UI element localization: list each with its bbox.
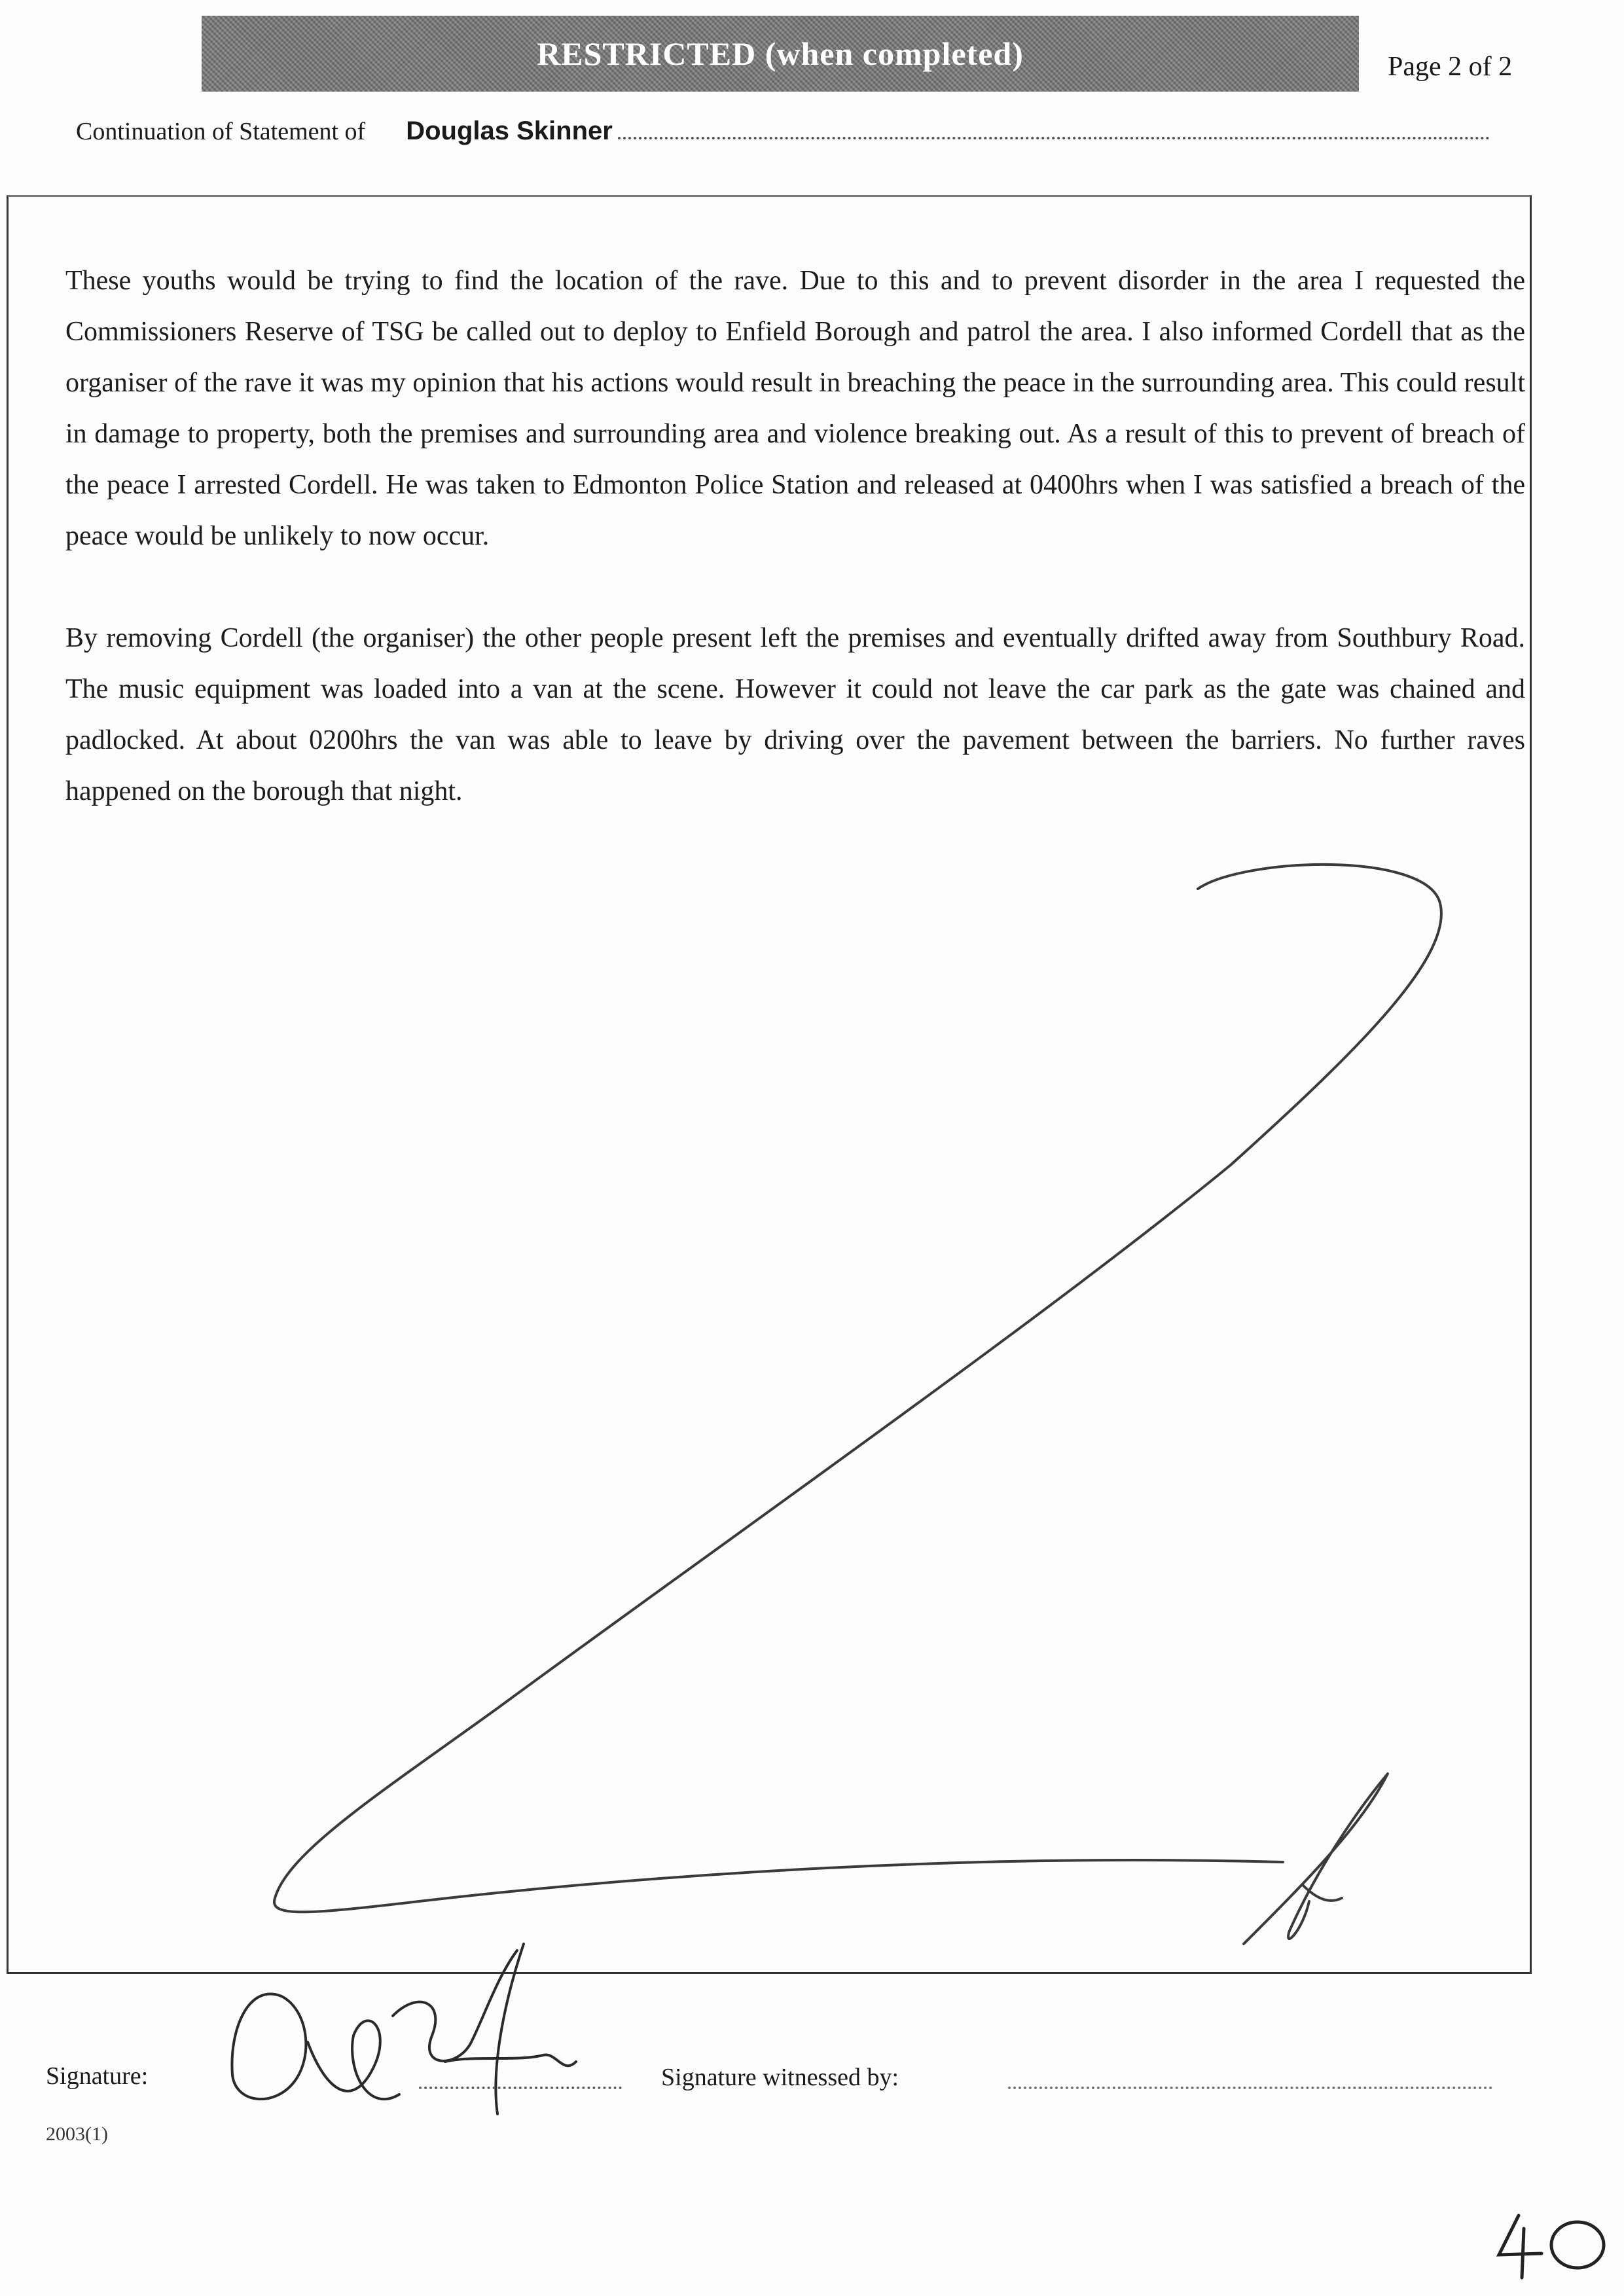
signature-label: Signature: — [46, 2062, 149, 2090]
witness-name: Douglas Skinner — [406, 117, 613, 145]
statement-body — [65, 255, 1525, 868]
digit-zero — [1551, 2222, 1604, 2268]
page-number: Page 2 of 2 — [1388, 52, 1513, 82]
digit-four — [1499, 2215, 1542, 2278]
handwritten-page-number — [1486, 2209, 1617, 2281]
dotted-leader — [618, 117, 1490, 139]
statement-paragraph-2: By removing Cordell (the organiser) the other people present left the premises and eventually drifted away from Southbury Road. The music equipment was loaded into a van at the scene. However it could not leave the car park as the gate was chained and padlocked. At about 0200hrs the van was able to leave by driving over the pavement between the barriers. No further raves happened on the borough that night. — [65, 623, 1525, 806]
restricted-banner — [202, 16, 1359, 92]
continuation-label: Continuation of Statement of — [76, 118, 366, 145]
signature-dotted-line — [419, 2087, 622, 2089]
statement-paragraph-1: These youths would be trying to find the location of the rave. Due to this and to prevent disorder in the area I requested the Commissioners Reserve of TSG be called out to deploy to Enfield Borough and patrol the area. I also informed Cordell that as the organiser of the rave it was my opinion that his actions would result in breaching the peace in the surrounding area. This could result in damage to property, both the premises and surrounding area and violence breaking out. As a result of this to prevent of breach of the peace I arrested Cordell. He was taken to Edmonton Police Station and released at 0400hrs when I was satisfied a breach of the peace would be unlikely to now occur. — [65, 266, 1525, 551]
witness-signature-label: Signature witnessed by: — [661, 2064, 899, 2091]
witness-dotted-line — [1008, 2087, 1492, 2089]
continuation-line — [76, 117, 1490, 156]
banner-text: RESTRICTED (when completed) — [537, 35, 1024, 72]
form-code: 2003(1) — [46, 2123, 108, 2145]
